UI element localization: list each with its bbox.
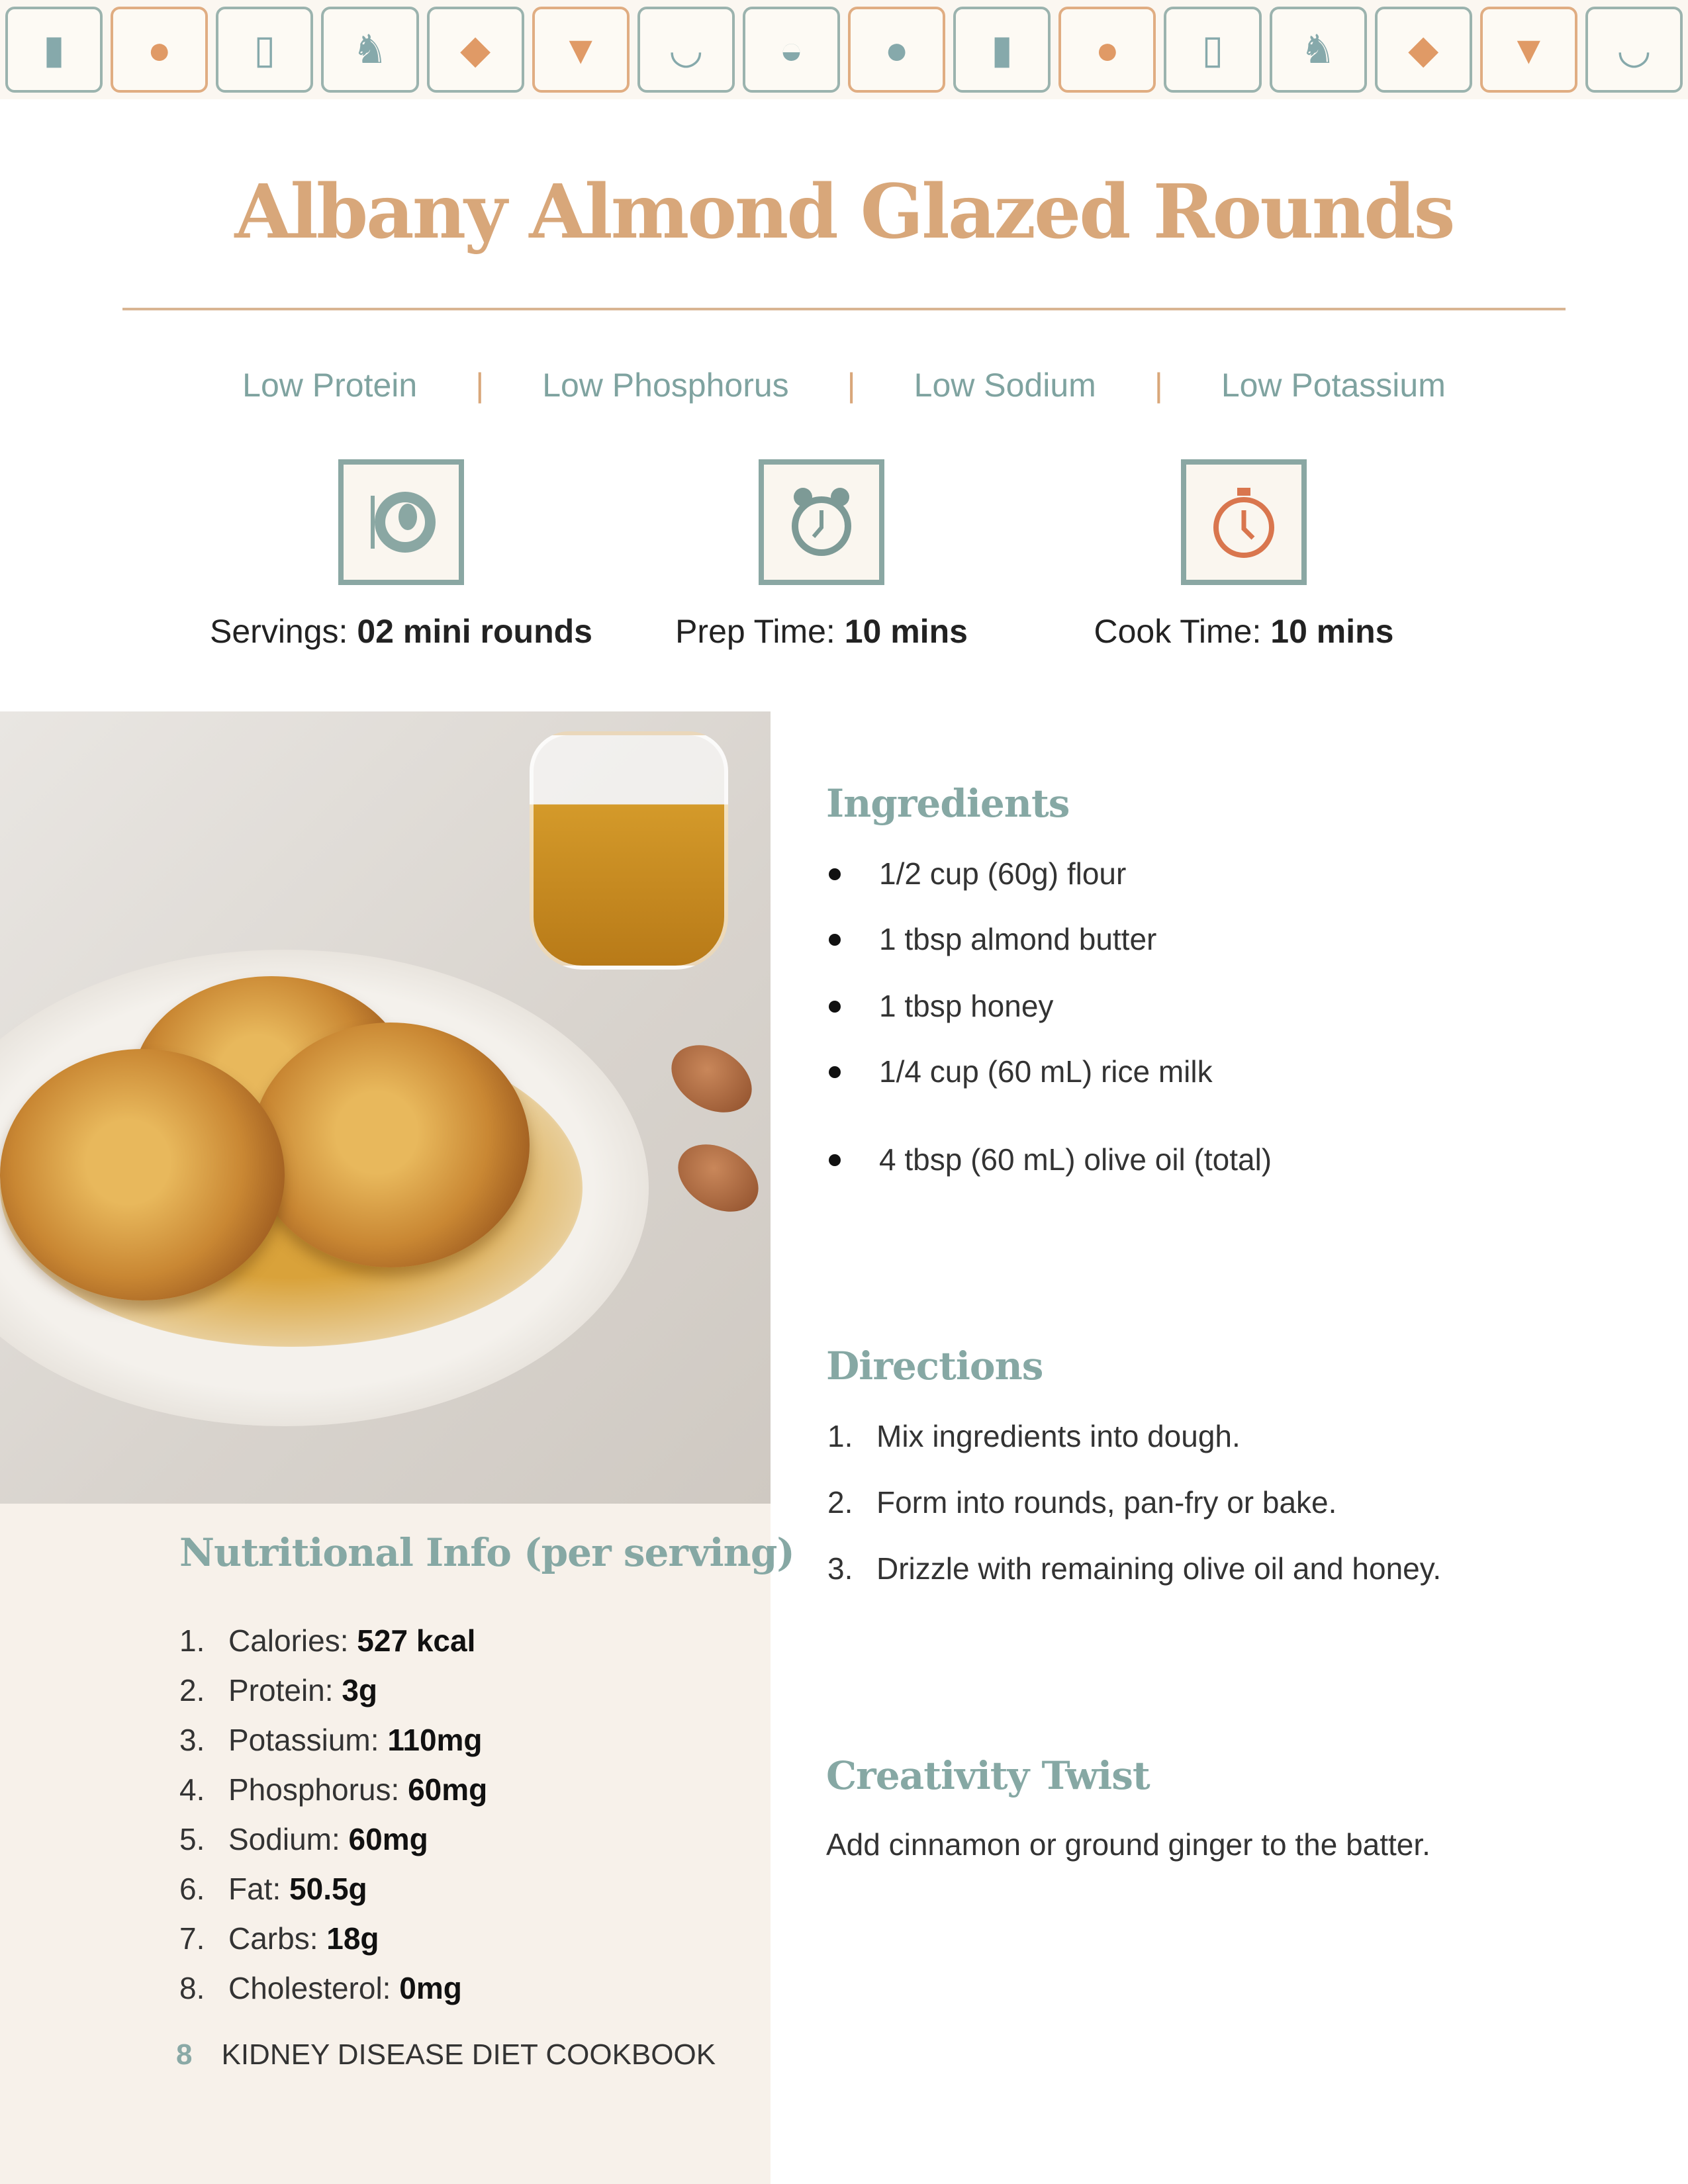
creativity-twist-heading: Creativity Twist bbox=[826, 1753, 1150, 1798]
fish-icon: ◆ bbox=[1375, 7, 1472, 93]
ingredient-item: 1 tbsp honey bbox=[879, 989, 1054, 1023]
servings-info: Servings: 02 mini rounds bbox=[210, 613, 592, 650]
ingredient-item: 1/2 cup (60g) flour bbox=[879, 856, 1127, 891]
recipe-title: Albany Almond Glazed Rounds bbox=[234, 169, 1454, 255]
bullet-icon bbox=[829, 868, 841, 880]
tag: Low Phosphorus bbox=[542, 367, 789, 404]
nutrition-item: 1. Calories: 527 kcal bbox=[179, 1623, 476, 1658]
nutrition-item: 2. Protein: 3g bbox=[179, 1673, 377, 1707]
tag: Low Sodium bbox=[914, 367, 1096, 404]
condiments-icon: ▮ bbox=[953, 7, 1051, 93]
condiments-icon: ▮ bbox=[5, 7, 103, 93]
direction-step: 2. Form into rounds, pan-fry or bake. bbox=[827, 1485, 1337, 1520]
ingredient-item: 4 tbsp (60 mL) olive oil (total) bbox=[879, 1142, 1272, 1177]
bullet-icon bbox=[829, 1066, 841, 1078]
drink-icon: ▯ bbox=[216, 7, 313, 93]
drink-icon: ▯ bbox=[1164, 7, 1261, 93]
nutrition-item: 4. Phosphorus: 60mg bbox=[179, 1772, 488, 1807]
bullet-icon bbox=[829, 934, 841, 946]
egg-icon: ● bbox=[111, 7, 208, 93]
plate-cutlery-icon bbox=[338, 459, 464, 585]
book-title: KIDNEY DISEASE DIET COOKBOOK bbox=[221, 2038, 716, 2071]
nutrition-heading: Nutritional Info (per serving) bbox=[179, 1530, 794, 1575]
alarm-clock-icon bbox=[759, 459, 884, 585]
glazed-round bbox=[252, 1023, 530, 1267]
honey-jar bbox=[530, 731, 728, 970]
ingredient-item: 1 tbsp almond butter bbox=[879, 922, 1157, 956]
bullet-icon bbox=[829, 1154, 841, 1166]
tag-separator: | bbox=[847, 367, 856, 404]
chicken-icon: ♞ bbox=[321, 7, 418, 93]
directions-heading: Directions bbox=[826, 1343, 1043, 1388]
cook-time-info: Cook Time: 10 mins bbox=[1094, 613, 1394, 650]
chicken-icon: ♞ bbox=[1270, 7, 1367, 93]
nutrition-item: 7. Carbs: 18g bbox=[179, 1921, 379, 1956]
soup-bowl-icon: ◡ bbox=[1585, 7, 1683, 93]
page-footer bbox=[176, 2038, 716, 2071]
tag: Low Protein bbox=[242, 367, 418, 404]
bullet-icon bbox=[829, 1001, 841, 1013]
ingredients-heading: Ingredients bbox=[826, 781, 1070, 826]
tag-separator: | bbox=[475, 367, 485, 404]
nutrition-item: 6. Fat: 50.5g bbox=[179, 1872, 367, 1906]
ingredient-item: 1/4 cup (60 mL) rice milk bbox=[879, 1054, 1213, 1089]
direction-step: 1. Mix ingredients into dough. bbox=[827, 1419, 1241, 1453]
soup-bowl-icon: ◡ bbox=[637, 7, 735, 93]
title-divider bbox=[122, 308, 1566, 310]
recipe-photo bbox=[0, 711, 771, 1504]
nutrition-item: 8. Cholesterol: 0mg bbox=[179, 1971, 462, 2005]
page-number: 8 bbox=[176, 2038, 193, 2071]
almond bbox=[666, 1131, 771, 1226]
creativity-twist-text: Add cinnamon or ground ginger to the batter. bbox=[826, 1827, 1430, 1862]
carrot-icon: ▼ bbox=[532, 7, 630, 93]
apple-icon: ● bbox=[848, 7, 945, 93]
egg-icon: ● bbox=[1058, 7, 1156, 93]
tag-separator: | bbox=[1154, 367, 1163, 404]
decorative-tile-banner bbox=[0, 0, 1688, 99]
tag: Low Potassium bbox=[1221, 367, 1446, 404]
fish-icon: ◆ bbox=[427, 7, 524, 93]
diet-tags bbox=[0, 366, 1688, 404]
almond bbox=[659, 1032, 764, 1126]
direction-step: 3. Drizzle with remaining olive oil and honey. bbox=[827, 1551, 1442, 1586]
nutrition-item: 5. Sodium: 60mg bbox=[179, 1822, 428, 1856]
stopwatch-icon bbox=[1181, 459, 1307, 585]
glazed-round bbox=[0, 1049, 285, 1300]
nutrition-item: 3. Potassium: 110mg bbox=[179, 1723, 483, 1757]
salad-bowl-icon: ◒ bbox=[743, 7, 840, 93]
prep-time-info: Prep Time: 10 mins bbox=[675, 613, 968, 650]
carrot-icon: ▼ bbox=[1480, 7, 1577, 93]
